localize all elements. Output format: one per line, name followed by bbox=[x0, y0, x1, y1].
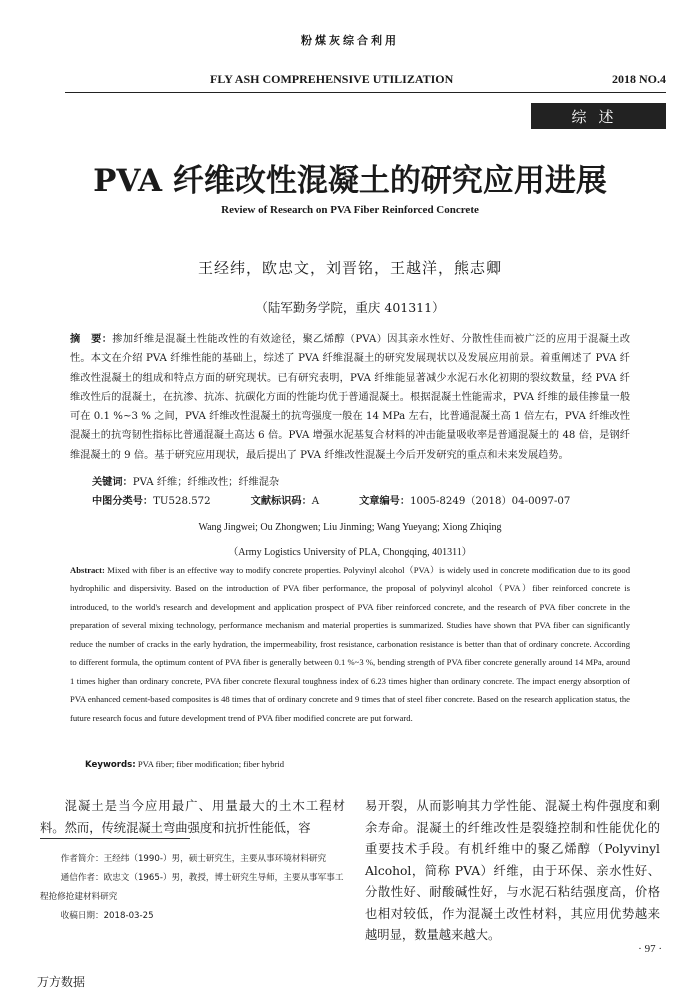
keywords-cn-text: PVA 纤维；纤维改性；纤维混杂 bbox=[132, 477, 280, 488]
journal-name-cn: 粉煤灰综合利用 bbox=[301, 34, 399, 47]
affiliation-en: （Army Logistics University of PLA, Chongqing, 401311） bbox=[228, 547, 472, 558]
body-right-column bbox=[365, 796, 660, 947]
watermark-text: 万方数据 bbox=[37, 975, 86, 989]
journal-name-en: FLY ASH COMPREHENSIVE UTILIZATION bbox=[210, 72, 454, 86]
received-date-note: 收稿日期：2018-03-25 bbox=[60, 911, 154, 921]
keywords-en bbox=[85, 759, 284, 770]
abstract-cn bbox=[70, 330, 630, 465]
body-left-column bbox=[40, 796, 345, 839]
doc-code-value: A bbox=[311, 496, 320, 507]
footnotes bbox=[40, 850, 345, 926]
article-title-cn: PVA 纤维改性混凝土的研究应用进展 bbox=[93, 163, 607, 199]
authors-en: Wang Jingwei; Ou Zhongwen; Liu Jinming; Wang Yueyang; Xiong Zhiqing bbox=[198, 522, 502, 533]
article-title-en: Review of Research on PVA Fiber Reinforced Concrete bbox=[221, 204, 479, 216]
abstract-en-text: Mixed with fiber is an effective way to modify concrete properties. Polyvinyl alcohol（PVA）is widely used in concrete modification due to its good hydrophilic and dispersivity. Based on the introduction of PVA fiber performance, the proposal of polyvinyl alcohol（PVA）fiber reinforced concrete is introduced, to the world's research and development and application prospect of PVA fiber reinforced concrete, and the research of PVA fiber concrete in the preparation of several mixing technology, performance mechanism and material properties is summarized. Studies have shown that PVA fiber can significantly reduce the number of cracks in the early hydration, the impermeability, frost resistance, carbonation resistance is better than that of ordinary concrete. According to different formula, the optimum content of PVA fiber is generally between 0.1 %~3 %, bending strength of PVA fiber concrete generally around 14 MPa, around 1 times higher than ordinary concrete, PVA fiber concrete flexural toughness index of 6.23 times higher than ordinary concrete. The impact energy absorption of PVA enhanced cement-based composites is 48 times that of ordinary concrete and 9 times that of steel fiber concrete. Based on the research application status, the future research focus and future development trend of PVA fiber modified concrete are put forward. bbox=[70, 565, 630, 723]
doc-code-label: 文献标识码： bbox=[250, 496, 312, 507]
article-number bbox=[359, 492, 570, 507]
keywords-en-label: Keywords: bbox=[85, 760, 136, 770]
abstract-cn-text: 掺加纤维是混凝土性能改性的有效途径，聚乙烯醇（PVA）因其亲水性好、分散性佳而被广泛的应用于混凝土改性。本文在介绍 PVA 纤维性能的基础上，综述了 PVA 纤维混凝土的研究发展现状以及发展应用前景。着重阐述了 PVA 纤维改性混凝土的组成和特点方面的研究现状。已有研究表明，PVA 纤维能显著减少水泥石水化初期的裂纹数量，经 PVA 纤维改性后的混凝土，在抗渗、抗冻、抗碳化方面的性能均优于普通混凝土。根据混凝土性能需求，PVA 纤维的最佳掺量一般可在 0.1 %~3 % 之间，PVA 纤维改性混凝土的抗弯强度一般在 14 MPa 左右，比普通混凝土高 1 倍左右，PVA 纤维改性混凝土的抗弯韧性指标比普通混凝土高达 6 倍。PVA 增强水泥基复合材料的冲击能量吸收率是普通混凝土的 48 倍，是钢纤维混凝土的 9 倍。基于研究应用现状，最后提出了 PVA 纤维改性混凝土今后开发研究的重点和未来发展趋势。 bbox=[70, 334, 631, 461]
keywords-cn-label: 关键词： bbox=[92, 477, 133, 488]
clc-number bbox=[92, 492, 211, 507]
body-paragraph: 混凝土是当今应用最广、用量最大的土木工程材料。然而，传统混凝土弯曲强度和抗折性能低，容 bbox=[40, 799, 345, 835]
keywords-cn bbox=[92, 473, 279, 488]
classification-row bbox=[92, 492, 632, 507]
article-no-value: 1005-8249（2018）04-0097-07 bbox=[410, 496, 571, 507]
abstract-cn-label: 摘 要： bbox=[70, 334, 113, 345]
abstract-en-label: Abstract: bbox=[70, 565, 105, 575]
section-badge: 综述 bbox=[531, 103, 666, 129]
footnote-rule bbox=[40, 838, 190, 839]
article-no-label: 文章编号： bbox=[359, 496, 411, 507]
correspondence-note: 通信作者：欧忠文（1965-）男，教授，博士研究生导师，主要从事军事工程抢修抢建材料研究 bbox=[40, 873, 344, 902]
clc-value: TU528.572 bbox=[153, 496, 211, 507]
issue-number: 2018 NO.4 bbox=[612, 72, 666, 86]
clc-label: 中图分类号： bbox=[92, 496, 154, 507]
page-number: · 97 · bbox=[638, 943, 662, 955]
keywords-en-text: PVA fiber; fiber modification; fiber hybrid bbox=[137, 759, 285, 769]
header-rule bbox=[65, 92, 666, 93]
document-code bbox=[251, 492, 319, 507]
authors-cn: 王经纬，欧忠文，刘晋铭，王越洋，熊志卿 bbox=[197, 259, 502, 277]
abstract-en bbox=[70, 561, 630, 727]
author-intro-note: 作者简介：王经纬（1990-）男，硕士研究生，主要从事环境材料研究 bbox=[60, 854, 327, 864]
body-paragraph-continued: 易开裂，从而影响其力学性能、混凝土构件强度和剩余寿命。混凝土的纤维改性是裂缝控制和性能优化的重要技术手段。有机纤维中的聚乙烯醇（Polyvinyl Alcohol，简称 PVA）纤维，由于环保、亲水性好、分散性好、耐酸碱性好，与水泥石粘结强度高，价格也相对较低，作为混凝土改性材料，其应用优势越来越明显，数量越来越大。 bbox=[365, 799, 660, 942]
affiliation-cn: （陆军勤务学院，重庆 401311） bbox=[255, 300, 445, 315]
